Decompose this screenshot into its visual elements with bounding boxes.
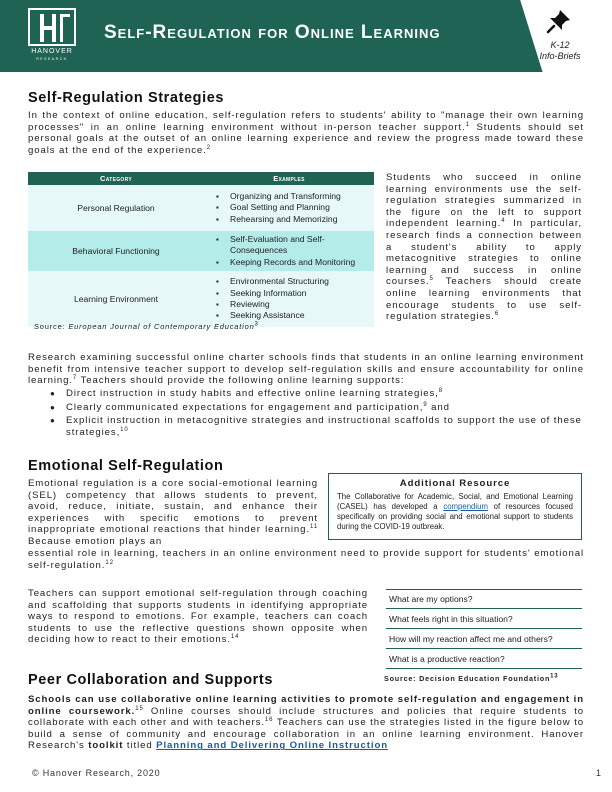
series-grade: K-12 [550, 40, 570, 50]
supports-list [50, 388, 585, 440]
side-paragraph: Students who succeed in online learning environments use the self-regulation strategies summarized in the figure on the left to support independent learning.$^4$ In particular, research finds a connection between a student's ability to apply metacognitive strategies to online learning and success in online courses.$^5$ Teachers should create online learning environments that encourage students to use self-regulation strategies.$^6$ [386, 172, 582, 323]
table-example: ▪ Seeking Assistance [216, 310, 366, 321]
strategies-table [28, 172, 374, 327]
table-example: ▪ Goal Setting and Planning [216, 202, 366, 213]
table-category: Behavioral Functioning [28, 231, 204, 271]
header-banner [0, 0, 612, 72]
hanover-logo [28, 8, 76, 64]
table-example: ▪ Environmental Structuring [216, 276, 366, 287]
table-example: ▪ Seeking Information [216, 288, 366, 299]
logo-text: HANOVER [31, 48, 73, 55]
list-item: ● Clearly communicated expectations for engagement and participation,$^9$ and [50, 402, 585, 414]
emotional-paragraph-end: essential role in learning, teachers in an online environment need to provide support for students' emotional self-regulation.$^{12}$ [28, 548, 584, 571]
table-example: ▪ Reviewing [216, 299, 366, 310]
reflective-question: What are my options? [386, 590, 582, 609]
questions-source: Source: Decision Education Foundation$^{13}$ [384, 673, 559, 683]
page-number: 1 [596, 768, 602, 778]
peer-paragraph: Schools can use collaborative online learning activities to promote self-regulation and engagement in online coursework.$^{15}$ Online courses should include structures and policies that require students to collaborate with each other and with teachers.$^{16}$ Teachers can use the strategies listed in the figure below to build a sense of community and encourage collaboration in an online learning environment. Hanover Research's toolkit titled Planning and Delivering Online Instruction [28, 694, 584, 752]
table-source: Source: European Journal of Contemporary Education$^3$ [34, 321, 259, 331]
table-row [28, 231, 374, 271]
additional-resource-box [328, 473, 582, 540]
reflective-question: What feels right in this situation? [386, 610, 582, 629]
footer-copyright: © Hanover Research, 2020 [32, 768, 161, 778]
list-item: ● Explicit instruction in metacognitive strategies and instructional scaffolds to support the use of these strategies,$^{10}$ [50, 415, 585, 438]
planning-online-instruction-link[interactable]: Planning and Delivering Online Instruction [156, 740, 388, 752]
table-example: ▪ Organizing and Transforming [216, 191, 366, 202]
resource-title: Additional Resource [399, 478, 511, 489]
page-title: Self-Regulation for Online Learning [104, 22, 441, 43]
table-example: ▪ Self-Evaluation and Self-Consequences [216, 234, 366, 257]
section-heading-peer: Peer Collaboration and Supports [28, 672, 273, 688]
series-label [530, 40, 590, 62]
charter-paragraph: Research examining successful online charter schools finds that students in an online learning environment benefit from intensive teacher support to develop self-regulation skills and ensure accountability for online learning.$^7$ Teachers should provide the following online learning supports: [28, 352, 584, 387]
emotional-paragraph-start: Emotional regulation is a core social-emotional learning (SEL) competency that allows students to prevent, avoid, reduce, initiate, sustain, and enhance their experiences with specific emotions to prevent inappropriate emotional reactions that hinder learning.$^{11}$ Because emotion plays an [28, 478, 318, 547]
table-header-examples: Examples [204, 172, 374, 185]
list-item: ● Direct instruction in study habits and effective online learning strategies,$^8$ [50, 388, 585, 400]
table-row [28, 185, 374, 231]
table-category: Learning Environment [28, 271, 204, 327]
section-heading-emotional: Emotional Self-Regulation [28, 458, 224, 474]
table-example: ▪ Rehearsing and Memorizing [216, 214, 366, 225]
table-example: ▪ Keeping Records and Monitoring [216, 257, 366, 268]
reflective-question: How will my reaction affect me and others? [386, 630, 582, 649]
intro-paragraph: In the context of online education, self-regulation refers to students' ability to "manage their own learning processes" in an online learning environment without in-person teacher support.$^1$ Students should set personal goals at the outset of an online learning experience and review the progress made toward these goals at the end of the experience.$^2$ [28, 110, 584, 156]
logo-subtext: RESEARCH [36, 57, 68, 61]
section-heading-self-regulation: Self-Regulation Strategies [28, 90, 225, 106]
reflective-question: What is a productive reaction? [386, 650, 582, 669]
table-category: Personal Regulation [28, 185, 204, 231]
table-header-category: Category [28, 172, 204, 185]
resource-body: The Collaborative for Academic, Social, and Emotional Learning (CASEL) has developed a compendium of resources focused specifically on providing social and emotional support to students during the COVID-19 outbreak. [337, 492, 573, 531]
series-name: Info-Briefs [539, 51, 581, 61]
pushpin-icon [546, 8, 572, 34]
coaching-paragraph: Teachers can support emotional self-regulation through coaching and scaffolding that supports students in identifying appropriate ways to respond to emotions. For example, teachers can coach students to use the reflective questions shown opposite when deciding how to react to their emotions.$^{14}$ [28, 588, 368, 646]
compendium-link[interactable]: compendium [443, 502, 488, 511]
hr-logo-mark-icon [28, 8, 76, 46]
table-row [28, 271, 374, 327]
